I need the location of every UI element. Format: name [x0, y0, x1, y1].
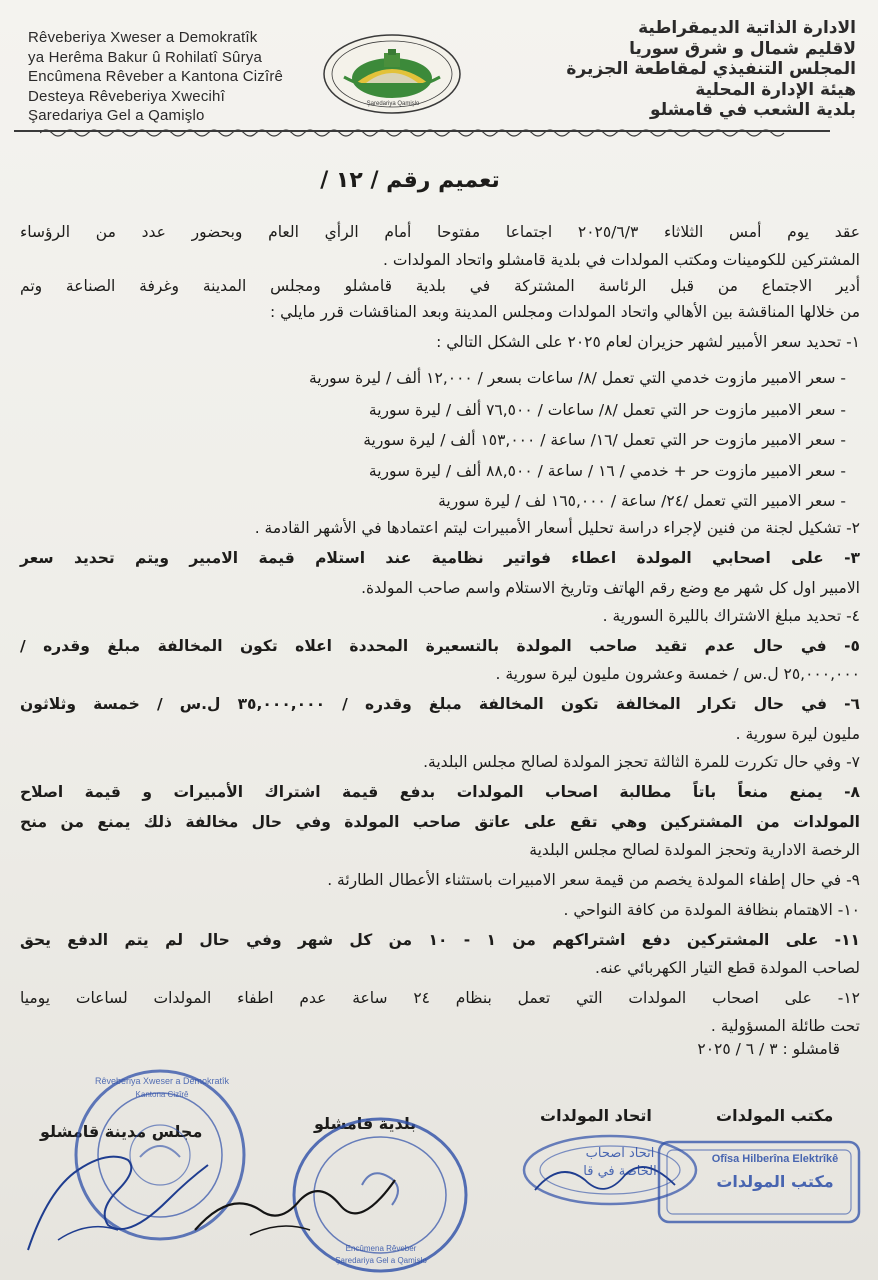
logo-caption: Şaredariya Qamişlo: [366, 101, 420, 107]
header-divider: [14, 130, 830, 132]
body-line: ٣- على اصحابي المولدة اعطاء فواتير نظامية عند استلام قيمة الامبير ويتم تحديد سعر: [20, 549, 860, 567]
generators-office-stamp-text: Ofîsa Hilberîna Elektrîkê: [711, 1153, 839, 1165]
document-title: تعميم رقم / ١٢ /: [320, 168, 500, 193]
body-line: ١١- على المشتركين دفع اشتراكهم من ١ - ١٠ من كل شهر وفي حال لم يتم الدفع يحق: [20, 931, 860, 949]
body-line: ٢٥,٠٠٠,٠٠٠ ل.س / خمسة وعشرون مليون ليرة سورية .: [495, 665, 860, 683]
header-arabic-block: [516, 18, 856, 121]
header-arabic-line: الادارة الذاتية الديمقراطية: [638, 18, 856, 38]
body-line: ٤- تحديد مبلغ الاشتراك بالليرة السورية .: [602, 607, 860, 625]
body-line: الرخصة الادارية وتحجز المولدة لصالح مجلس البلدية: [529, 841, 860, 859]
header-arabic-line: هيئة الإدارة المحلية: [695, 79, 856, 100]
body-line: من خلالها المناقشة بين الأهالي واتحاد المولدات ومجلس المدينة وبعد المناقشات قرر مايلي :: [270, 303, 860, 321]
body-line: المشتركين للكومينات ومكتب المولدات في بلدية قامشلو واتحاد المولدات .: [383, 251, 860, 269]
signature-label-city-council: مجلس مدينة قامشلو: [40, 1122, 203, 1141]
city-council-signature-icon: [18, 1130, 218, 1260]
body-line: تحت طائلة المسؤولية .: [710, 1017, 860, 1035]
municipality-stamp-subtext: Şaredariya Gel a Qamişlo: [335, 1256, 427, 1265]
header-arabic-line: لاقليم شمال و شرق سوريا: [629, 38, 856, 59]
body-line: المولدات من المشتركين وهي تقع على عاتق صاحب المولدة وفي حال مخالفة ذلك يمنع من منح: [20, 813, 860, 831]
generators-union-stamp-subtext: الخاصة في قا: [583, 1164, 657, 1179]
generators-union-stamp-text: اتحاد اصحاب: [585, 1146, 655, 1161]
header-latin-line: Desteya Rêveberiya Xwecihî: [28, 87, 225, 105]
body-line: ٩- في حال إطفاء المولدة يخصم من قيمة سعر الامبيرات باستثناء الأعطال الطارئة .: [327, 871, 860, 889]
body-line: ٨- يمنع منعاً باتاً مطالبة اصحاب المولدات بدفع قيمة اشتراك الأمبيرات و قيمة اصلاح: [20, 783, 860, 801]
body-line: ٥- في حال عدم تقيد صاحب المولدة بالتسعيرة المحددة اعلاه تكون المخالفة مبلغ وقدره /: [20, 637, 860, 655]
body-line: عقد يوم أمس الثلاثاء ٢٠٢٥/٦/٣ اجتماعا مفتوحا أمام الرأي العام وبحضور عدد من الرؤساء: [20, 223, 860, 241]
body-line: الامبير اول كل شهر مع وضع رقم الهاتف وتاريخ الاستلام واسم صاحب المولدة.: [361, 579, 860, 597]
body-line: - سعر الامبير مازوت حر التي تعمل /٨/ ساعات / ٧٦,٥٠٠ ألف / ليرة سورية: [368, 401, 846, 419]
header-latin-line: Şaredariya Gel a Qamişlo: [28, 107, 205, 124]
body-line: - سعر الامبير مازوت حر + خدمي / ١٦ / ساعة / ٨٨,٥٠٠ ألف / ليرة سورية: [368, 462, 846, 480]
body-line: مليون ليرة سورية .: [735, 725, 860, 743]
header-arabic-line: المجلس التنفيذي لمقاطعة الجزيرة: [566, 59, 856, 79]
municipality-stamp-text: Encûmena Rêveber: [345, 1244, 417, 1253]
header-latin-line: Encûmena Rêveber a Kantona Cizîrê: [28, 68, 284, 85]
signature-label-generators-office: مكتب المولدات: [716, 1106, 834, 1125]
body-line: ١- تحديد سعر الأمبير لشهر حزيران لعام ٢٠٢٥ على الشكل التالي :: [436, 333, 860, 351]
city-council-stamp-subtext: Kantona Cizîrê: [135, 1090, 189, 1099]
signature-label-generators-union: اتحاد المولدات: [540, 1106, 652, 1125]
body-line: - سعر الامبير التي تعمل /٢٤/ ساعة / ١٦٥,٠٠٠ لف / ليرة سورية: [438, 492, 846, 510]
body-line: - سعر الامبير مازوت خدمي التي تعمل /٨/ ساعات بسعر / ١٢,٠٠٠ ألف / ليرة سورية: [308, 369, 846, 387]
document-date: قامشلو : ٣ / ٦ / ٢٠٢٥: [697, 1040, 840, 1058]
municipality-signature-icon: [190, 1160, 400, 1250]
header-arabic-line: بلدية الشعب في قامشلو: [650, 100, 856, 120]
header-latin-line: ya Herêma Bakur û Rohilatî Sûrya: [28, 48, 262, 66]
body-line: لصاحب المولدة قطع التيار الكهربائي عنه.: [595, 959, 860, 977]
body-line: ٢- تشكيل لجنة من فنين لإجراء دراسة تحليل أسعار الأمبيرات ليتم اعتمادها في الأشهر القادمة .: [254, 519, 860, 537]
header-latin-line: Rêveberiya Xweser a Demokratîk: [28, 29, 258, 46]
body-line: ١٠- الاهتمام بنظافة المولدة من كافة النواحي .: [563, 901, 860, 919]
city-council-stamp-text: Rêveberiya Xweser a Demokratîk: [94, 1076, 230, 1086]
signature-label-municipality: بلدية قامشلو: [314, 1114, 417, 1133]
generators-office-stamp-subtext: مكتب المولدات: [716, 1172, 834, 1191]
body-line: ١٢- على اصحاب المولدات التي تعمل بنظام ٢٤ ساعة عدم اطفاء المولدات لساعات يوميا: [20, 989, 860, 1007]
body-line: أدير الاجتماع من قبل الرئاسة المشتركة في بلدية قامشلو ومجلس المدينة وغرفة الصناعة وتم: [20, 277, 860, 295]
body-line: ٧- وفي حال تكررت للمرة الثالثة تحجز المولدة لصالح مجلس البلدية.: [423, 753, 860, 771]
body-line: ٦- في حال تكرار المخالفة تكون المخالفة مبلغ وقدره / ٣٥,٠٠٠,٠٠٠ ل.س / خمسة وثلاثون: [20, 695, 860, 713]
body-line: - سعر الامبير مازوت حر التي تعمل /١٦/ ساعة / ١٥٣,٠٠٠ ألف / ليرة سورية: [363, 431, 846, 449]
header-latin-block: [28, 28, 328, 126]
